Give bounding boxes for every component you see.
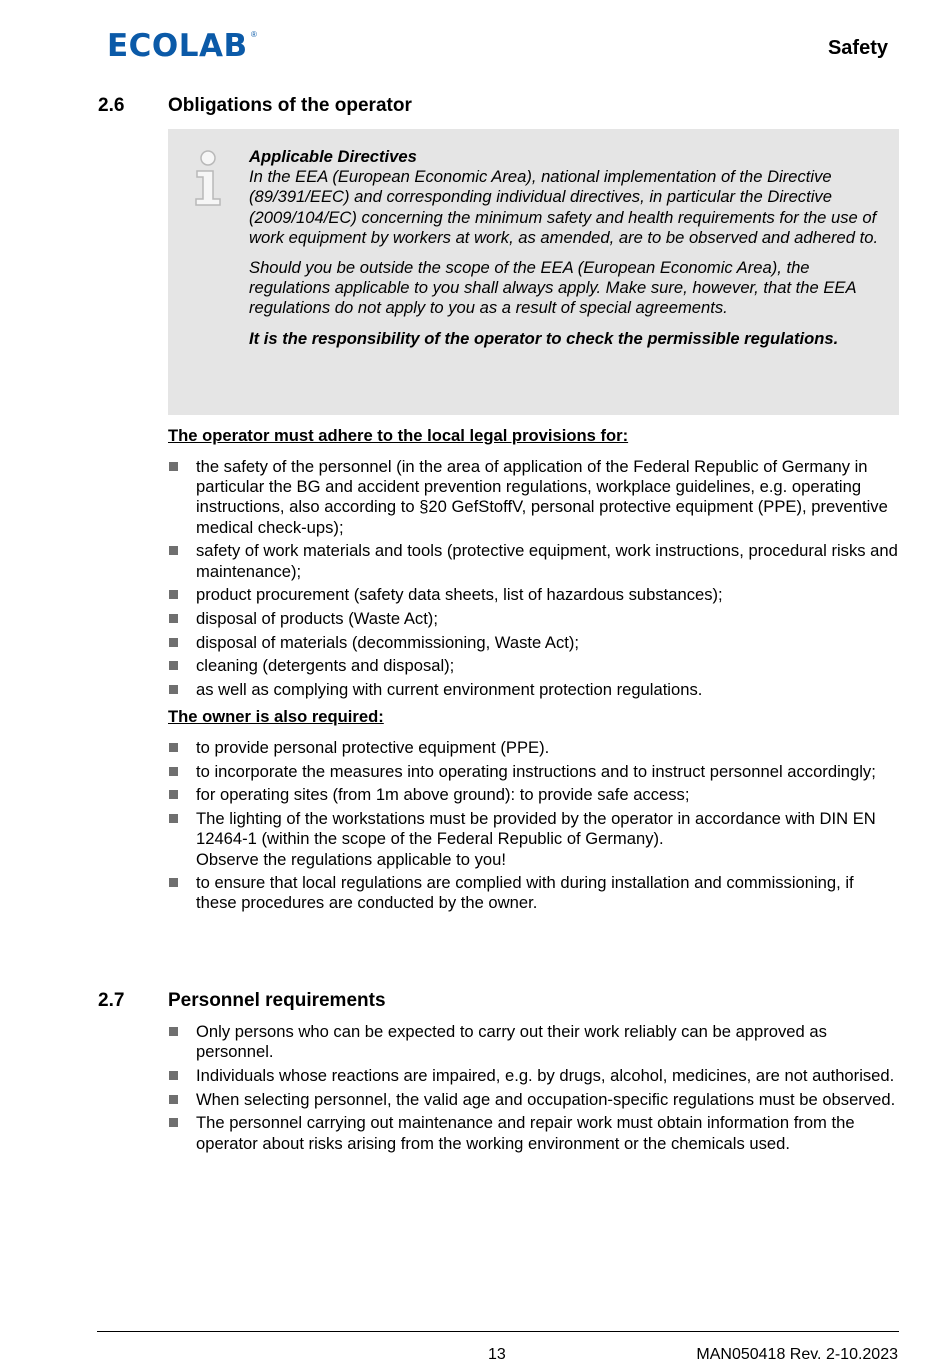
list-item-text: When selecting personnel, the valid age and occupation-specific regulations must be observed. bbox=[196, 1089, 896, 1109]
ecolab-logo bbox=[107, 28, 257, 64]
running-section-title: Safety bbox=[827, 37, 888, 59]
list-item bbox=[168, 1066, 898, 1086]
list-item-text: The lighting of the workstations must be provided by the operator in accordance with DIN EN 12464-1 (within the scope of the Federal Republic of Germany). Observe the regulations applicable to you! bbox=[196, 809, 876, 869]
list-item-text: product procurement (safety data sheets, list of hazardous substances); bbox=[196, 585, 723, 605]
bullet-square-icon bbox=[169, 685, 178, 694]
bullet-square-icon bbox=[169, 1071, 178, 1080]
list-item-text: safety of work materials and tools (protective equipment, work instructions, procedural risks and maintenance); bbox=[196, 541, 898, 581]
list-item-text: disposal of products (Waste Act); bbox=[196, 608, 438, 628]
list-item-text: to provide personal protective equipment (PPE). bbox=[196, 738, 550, 757]
list-item bbox=[168, 541, 898, 581]
bullet-square-icon bbox=[169, 1095, 178, 1104]
info-paragraph: In the EEA (European Economic Area), national implementation of the Directive (89/391/EEC) and corresponding individual directives, in particular the Directive (2009/104/EC) concerning the minimum safety and health requirements for the use of work equipment by workers at work, as amended, are to be observed and adhered to. bbox=[249, 167, 879, 247]
info-paragraph: Should you be outside the scope of the EEA (European Economic Area), the regulations applicable to you shall always apply. Make sure, however, that the EEA regulations do not apply to you as a result of special agreements. bbox=[249, 258, 856, 318]
section-title: Personnel requirements bbox=[168, 990, 386, 1011]
owner-heading: The owner is also required: bbox=[168, 707, 384, 726]
list-item-text: Only persons who can be expected to carry out their work reliably can be approved as personnel. bbox=[196, 1022, 827, 1062]
bullet-square-icon bbox=[169, 462, 178, 471]
bullet-square-icon bbox=[169, 546, 178, 555]
list-item-text: The personnel carrying out maintenance and repair work must obtain information from the operator about risks arising from the working environment or the chemicals used. bbox=[196, 1113, 855, 1153]
list-item-text: the safety of the personnel (in the area of application of the Federal Republic of Germany in particular the BG and accident prevention regulations, workplace guidelines, e.g. operating instructions, also according to §20 GefStoffV, personal protective equipment (PPE), preventive medical check-ups); bbox=[196, 457, 888, 537]
list-item bbox=[168, 680, 898, 700]
info-heading: Applicable Directives bbox=[249, 147, 417, 166]
list-item bbox=[168, 1113, 898, 1153]
list-item-text: Individuals whose reactions are impaired, e.g. by drugs, alcohol, medicines, are not authorised. bbox=[196, 1065, 895, 1085]
info-text bbox=[249, 147, 889, 359]
footer-divider bbox=[97, 1331, 899, 1332]
logo-text: ECOLAB bbox=[107, 28, 248, 64]
list-item-text: as well as complying with current environment protection regulations. bbox=[196, 680, 703, 700]
bullet-square-icon bbox=[169, 590, 178, 599]
section-number: 2.6 bbox=[98, 95, 125, 116]
provisions-heading: The operator must adhere to the local legal provisions for: bbox=[168, 426, 629, 445]
bullet-square-icon bbox=[169, 743, 178, 752]
bullet-square-icon bbox=[169, 767, 178, 776]
bullet-square-icon bbox=[169, 661, 178, 670]
list-item bbox=[168, 1090, 898, 1110]
list-item bbox=[168, 762, 898, 782]
list-item bbox=[168, 738, 898, 758]
list-item bbox=[168, 785, 898, 805]
list-item bbox=[168, 609, 898, 629]
section-number: 2.7 bbox=[98, 990, 125, 1011]
personnel-list bbox=[168, 1022, 898, 1157]
document-id: MAN050418 Rev. 2-10.2023 bbox=[696, 1346, 898, 1363]
section-title: Obligations of the operator bbox=[168, 95, 412, 116]
bullet-square-icon bbox=[169, 1118, 178, 1127]
bullet-square-icon bbox=[169, 878, 178, 887]
info-icon bbox=[192, 149, 224, 207]
bullet-square-icon bbox=[169, 614, 178, 623]
page-number: 13 bbox=[488, 1346, 506, 1363]
list-item bbox=[168, 873, 898, 913]
list-item bbox=[168, 457, 898, 538]
list-item bbox=[168, 585, 898, 605]
list-item-text: to incorporate the measures into operating instructions and to instruct personnel accordingly; bbox=[196, 761, 876, 781]
list-item-text: cleaning (detergents and disposal); bbox=[196, 656, 455, 676]
list-item bbox=[168, 656, 898, 676]
bullet-square-icon bbox=[169, 814, 178, 823]
provisions-list bbox=[168, 457, 898, 704]
owner-list bbox=[168, 738, 898, 917]
list-item bbox=[168, 633, 898, 653]
logo-registered-mark: ® bbox=[251, 30, 257, 39]
list-item-text: disposal of materials (decommissioning, Waste Act); bbox=[196, 632, 580, 652]
bullet-square-icon bbox=[169, 1027, 178, 1036]
bullet-square-icon bbox=[169, 638, 178, 647]
list-item bbox=[168, 809, 898, 870]
list-item bbox=[168, 1022, 898, 1062]
list-item-text: for operating sites (from 1m above ground): to provide safe access; bbox=[196, 785, 690, 805]
bullet-square-icon bbox=[169, 790, 178, 799]
info-box bbox=[168, 129, 899, 415]
info-paragraph-emphasis: It is the responsibility of the operator to check the permissible regulations. bbox=[249, 328, 839, 348]
list-item-text: to ensure that local regulations are complied with during installation and commissioning, if these procedures are conducted by the owner. bbox=[196, 873, 854, 913]
